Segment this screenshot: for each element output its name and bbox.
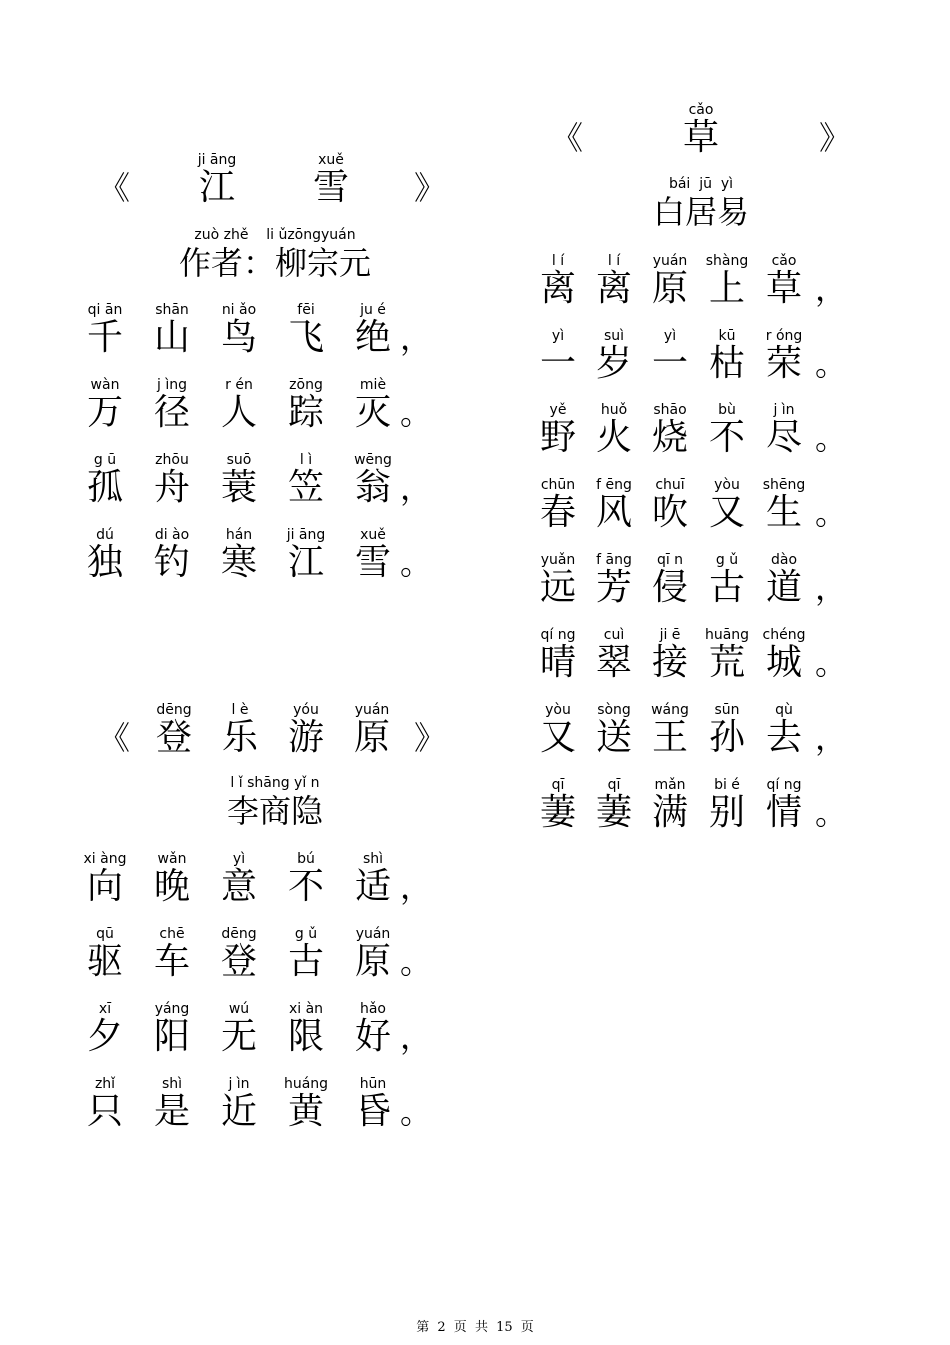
hanzi: 道 [765, 567, 802, 608]
char [204, 527, 274, 599]
pinyin: bi é [714, 777, 740, 793]
pinyin: shì [362, 851, 384, 867]
hanzi: 上 [708, 268, 745, 309]
pinyin: dào [770, 552, 798, 568]
hanzi: 又 [708, 492, 745, 533]
punctuation: ， [400, 1018, 433, 1056]
hanzi: 情 [765, 792, 802, 833]
poem-line [70, 452, 433, 524]
pinyin: dēng [221, 926, 257, 942]
author-name: 作者：柳宗元 [178, 244, 371, 282]
pinyin: xi àng [83, 851, 127, 867]
pinyin: qí ng [540, 627, 576, 643]
punctuation: 。 [815, 794, 848, 832]
char [137, 377, 207, 449]
hanzi: 雪 [354, 542, 391, 583]
pinyin: yuán [355, 926, 391, 942]
hanzi: 侵 [651, 567, 688, 608]
hanzi: 人 [220, 392, 257, 433]
pinyin: hán [225, 527, 253, 543]
poem-line [523, 702, 883, 774]
hanzi: 满 [651, 792, 688, 833]
pinyin: j ìn [773, 402, 795, 418]
hanzi: 萋 [539, 792, 576, 833]
char [271, 1001, 341, 1073]
hanzi: 径 [153, 392, 190, 433]
pinyin: g ū [93, 452, 117, 468]
pinyin: xuě [360, 527, 386, 543]
hanzi: 离 [595, 268, 632, 309]
hanzi: 不 [287, 866, 324, 907]
hanzi: 驱 [86, 941, 123, 982]
pinyin: hǎo [359, 1001, 387, 1017]
pinyin: chē [159, 926, 185, 942]
char [271, 377, 341, 449]
hanzi: 古 [708, 567, 745, 608]
pinyin: cǎo [771, 253, 797, 269]
hanzi: 登 [155, 717, 192, 758]
title-close-bracket: 》 [413, 169, 446, 207]
author-name: 李商隐 [226, 792, 323, 830]
hanzi: 一 [651, 343, 688, 384]
pinyin: zhōu [155, 452, 189, 468]
hanzi: 去 [765, 717, 802, 758]
footer-text: 第 [416, 1320, 430, 1335]
hanzi: 城 [765, 642, 802, 683]
title-close-bracket: 》 [818, 119, 851, 157]
pinyin: ni ǎo [221, 302, 257, 318]
pinyin: miè [359, 377, 387, 393]
punctuation: 。 [400, 544, 433, 582]
char [70, 527, 140, 599]
pinyin: qi ān [87, 302, 123, 318]
pinyin: huáng [283, 1076, 329, 1092]
pinyin: dēng [156, 702, 192, 718]
hanzi: 春 [539, 492, 576, 533]
pinyin: yòu [545, 702, 571, 718]
pinyin: l í [607, 253, 621, 269]
pinyin: f ēng [596, 477, 632, 493]
title-char [139, 702, 209, 774]
char [338, 377, 408, 449]
pinyin: g ǔ [715, 552, 739, 568]
pinyin: yuán [354, 702, 390, 718]
hanzi: 昏 [354, 1091, 391, 1132]
pinyin: cuì [603, 627, 625, 643]
hanzi: 笠 [287, 467, 324, 508]
hanzi: 孤 [86, 467, 123, 508]
pinyin: yóu [293, 702, 319, 718]
poem-dengleyouyuan [70, 702, 450, 1142]
hanzi: 尽 [765, 417, 802, 458]
footer-text: 页 [453, 1320, 467, 1335]
hanzi: 是 [153, 1091, 190, 1132]
author-pinyin: l ǐ shāng yǐ n [230, 775, 320, 791]
char [271, 452, 341, 524]
author-pinyin: zuò zhě li ǔzōngyuán [194, 227, 356, 243]
poem-cao [523, 102, 903, 842]
char [70, 1001, 140, 1073]
pinyin: sòng [597, 702, 631, 718]
poem-line [523, 777, 883, 849]
pinyin: shāo [653, 402, 687, 418]
char [204, 302, 274, 374]
punctuation: 。 [815, 644, 848, 682]
char [271, 527, 341, 599]
hanzi: 蓑 [220, 467, 257, 508]
pinyin: j ìn [228, 1076, 250, 1092]
punctuation: ， [400, 319, 433, 357]
poem-line [523, 328, 883, 400]
pinyin: bú [297, 851, 315, 867]
pinyin: huāng [704, 627, 750, 643]
hanzi: 翁 [354, 467, 391, 508]
poem-line [70, 377, 433, 449]
pinyin: yuǎn [540, 552, 576, 568]
hanzi: 古 [287, 941, 324, 982]
punctuation: ， [400, 868, 433, 906]
char [749, 627, 819, 699]
char [70, 926, 140, 998]
title-open-bracket: 《 [97, 169, 130, 207]
pinyin: shān [155, 302, 189, 318]
char [137, 302, 207, 374]
pinyin: qū [96, 926, 114, 942]
pinyin: mǎn [654, 777, 686, 793]
hanzi: 送 [595, 717, 632, 758]
char [338, 1076, 408, 1148]
hanzi: 寒 [220, 542, 257, 583]
hanzi: 限 [287, 1016, 324, 1057]
title-open-bracket: 《 [97, 719, 130, 757]
char [338, 527, 408, 599]
hanzi: 荒 [708, 642, 745, 683]
hanzi: 别 [708, 792, 745, 833]
title-open-bracket: 《 [550, 119, 583, 157]
hanzi: 绝 [354, 317, 391, 358]
hanzi: 游 [287, 717, 324, 758]
hanzi: 飞 [287, 317, 324, 358]
hanzi: 晴 [539, 642, 576, 683]
pinyin: wàn [90, 377, 120, 393]
poem-author [160, 227, 390, 299]
poem-line [70, 302, 433, 374]
pinyin: f āng [596, 552, 632, 568]
pinyin: fēi [297, 302, 315, 318]
pinyin: chéng [762, 627, 806, 643]
poem-line [70, 1001, 433, 1073]
punctuation: 。 [400, 394, 433, 432]
pinyin: suì [603, 328, 625, 344]
hanzi: 孙 [708, 717, 745, 758]
pinyin: suō [226, 452, 252, 468]
char [749, 552, 819, 624]
char [204, 1076, 274, 1148]
poem-title [70, 152, 450, 224]
pinyin: dú [96, 527, 114, 543]
pinyin: xuě [318, 152, 344, 168]
pinyin: zhǐ [94, 1076, 116, 1092]
hanzi: 原 [353, 717, 390, 758]
poem-line [523, 477, 883, 549]
punctuation: 。 [815, 419, 848, 457]
char [204, 926, 274, 998]
char [749, 402, 819, 474]
title-char [182, 152, 252, 224]
hanzi: 烧 [651, 417, 688, 458]
hanzi: 夕 [86, 1016, 123, 1057]
pinyin: qī [607, 777, 621, 793]
punctuation: 。 [815, 345, 848, 383]
hanzi: 草 [765, 268, 802, 309]
char [137, 851, 207, 923]
hanzi: 江 [198, 167, 235, 208]
pinyin: zōng [289, 377, 323, 393]
author-name: 白居易 [652, 193, 749, 231]
hanzi: 乐 [221, 717, 258, 758]
pinyin: wú [228, 1001, 250, 1017]
char [338, 302, 408, 374]
hanzi: 江 [287, 542, 324, 583]
char [271, 926, 341, 998]
char [749, 253, 819, 325]
hanzi: 阳 [153, 1016, 190, 1057]
hanzi: 草 [682, 117, 719, 158]
punctuation: ， [815, 270, 848, 308]
poem-jiangxue [70, 152, 450, 592]
punctuation: 。 [400, 1093, 433, 1131]
hanzi: 向 [86, 866, 123, 907]
pinyin: yì [232, 851, 246, 867]
hanzi: 灭 [354, 392, 391, 433]
hanzi: 万 [86, 392, 123, 433]
poem-line [70, 926, 433, 998]
poem-line [523, 402, 883, 474]
pinyin: qù [775, 702, 793, 718]
page-footer [0, 1318, 950, 1338]
char [204, 851, 274, 923]
hanzi: 王 [651, 717, 688, 758]
pinyin: l è [231, 702, 249, 718]
hanzi: 枯 [708, 343, 745, 384]
pinyin: yòu [714, 477, 740, 493]
pinyin: kū [718, 328, 736, 344]
pinyin: yì [663, 328, 677, 344]
char [204, 452, 274, 524]
hanzi: 远 [539, 567, 576, 608]
hanzi: 千 [86, 317, 123, 358]
poem-line [523, 253, 883, 325]
pinyin: l ì [299, 452, 313, 468]
pinyin: wēng [354, 452, 392, 468]
hanzi: 登 [220, 941, 257, 982]
hanzi: 舟 [153, 467, 190, 508]
hanzi: 风 [595, 492, 632, 533]
hanzi: 火 [595, 417, 632, 458]
char [70, 1076, 140, 1148]
poem-author [200, 775, 350, 847]
hanzi: 荣 [765, 343, 802, 384]
pinyin: chuī [655, 477, 685, 493]
pinyin: l í [551, 253, 565, 269]
poem-title [523, 102, 903, 174]
total-pages: 15 [496, 1320, 513, 1335]
pinyin: yáng [154, 1001, 190, 1017]
hanzi: 车 [153, 941, 190, 982]
poem-line [70, 851, 433, 923]
char [137, 926, 207, 998]
char [749, 702, 819, 774]
pinyin: g ǔ [294, 926, 318, 942]
pinyin: xī [98, 1001, 112, 1017]
hanzi: 原 [651, 268, 688, 309]
pinyin: wáng [651, 702, 689, 718]
punctuation: 。 [400, 943, 433, 981]
char [271, 1076, 341, 1148]
title-char [296, 152, 366, 224]
pinyin: ji ē [659, 627, 681, 643]
char [204, 1001, 274, 1073]
hanzi: 不 [708, 417, 745, 458]
char [271, 851, 341, 923]
footer-text: 页 [520, 1320, 534, 1335]
char [204, 377, 274, 449]
pinyin: wǎn [157, 851, 187, 867]
hanzi: 只 [86, 1091, 123, 1132]
punctuation: ， [815, 569, 848, 607]
hanzi: 接 [651, 642, 688, 683]
title-char [271, 702, 341, 774]
hanzi: 晚 [153, 866, 190, 907]
pinyin: j ìng [157, 377, 187, 393]
hanzi: 近 [220, 1091, 257, 1132]
punctuation: 。 [815, 494, 848, 532]
hanzi: 翠 [595, 642, 632, 683]
hanzi: 离 [539, 268, 576, 309]
hanzi: 一 [539, 343, 576, 384]
char [70, 302, 140, 374]
hanzi: 芳 [595, 567, 632, 608]
hanzi: 野 [539, 417, 576, 458]
poem-line [70, 527, 433, 599]
title-char [337, 702, 407, 774]
char [338, 851, 408, 923]
title-char [666, 102, 736, 174]
char [137, 1001, 207, 1073]
hanzi: 无 [220, 1016, 257, 1057]
pinyin: ji āng [197, 152, 237, 168]
hanzi: 原 [354, 941, 391, 982]
pinyin: huǒ [600, 402, 628, 418]
hanzi: 鸟 [220, 317, 257, 358]
poem-title [70, 702, 450, 774]
char [70, 452, 140, 524]
pinyin: cǎo [688, 102, 714, 118]
hanzi: 吹 [651, 492, 688, 533]
pinyin: qí ng [766, 777, 802, 793]
pinyin: qī [551, 777, 565, 793]
hanzi: 岁 [595, 343, 632, 384]
hanzi: 适 [354, 866, 391, 907]
title-close-bracket: 》 [413, 719, 446, 757]
footer-text: 共 [474, 1320, 488, 1335]
pinyin: hūn [359, 1076, 387, 1092]
hanzi: 雪 [312, 167, 349, 208]
hanzi: 好 [354, 1016, 391, 1057]
pinyin: bù [718, 402, 736, 418]
poem-line [523, 627, 883, 699]
pinyin: ji āng [286, 527, 326, 543]
poem-line [523, 552, 883, 624]
pinyin: yì [551, 328, 565, 344]
char [338, 1001, 408, 1073]
pinyin: qī n [656, 552, 684, 568]
char [749, 328, 819, 400]
pinyin: yuán [652, 253, 688, 269]
char [338, 926, 408, 998]
char [70, 851, 140, 923]
pinyin: r én [225, 377, 253, 393]
hanzi: 生 [765, 492, 802, 533]
poem-author [636, 176, 766, 248]
char [338, 452, 408, 524]
hanzi: 山 [153, 317, 190, 358]
pinyin: shì [161, 1076, 183, 1092]
hanzi: 意 [220, 866, 257, 907]
hanzi: 又 [539, 717, 576, 758]
page-number: 2 [437, 1320, 446, 1335]
hanzi: 钓 [153, 542, 190, 583]
hanzi: 黄 [287, 1091, 324, 1132]
pinyin: shàng [705, 253, 749, 269]
hanzi: 踪 [287, 392, 324, 433]
hanzi: 独 [86, 542, 123, 583]
char [271, 302, 341, 374]
punctuation: ， [400, 469, 433, 507]
pinyin: di ào [154, 527, 190, 543]
pinyin: xi àn [288, 1001, 324, 1017]
hanzi: 萋 [595, 792, 632, 833]
char [137, 452, 207, 524]
pinyin: chūn [540, 477, 576, 493]
char [749, 777, 819, 849]
char [70, 377, 140, 449]
title-char [205, 702, 275, 774]
char [137, 527, 207, 599]
author-pinyin: bái jū yì [668, 176, 734, 192]
char [749, 477, 819, 549]
char [137, 1076, 207, 1148]
pinyin: sūn [714, 702, 740, 718]
pinyin: shēng [762, 477, 806, 493]
punctuation: ， [815, 719, 848, 757]
pinyin: ju é [360, 302, 386, 318]
pinyin: yě [549, 402, 567, 418]
poem-line [70, 1076, 433, 1148]
pinyin: r óng [765, 328, 803, 344]
